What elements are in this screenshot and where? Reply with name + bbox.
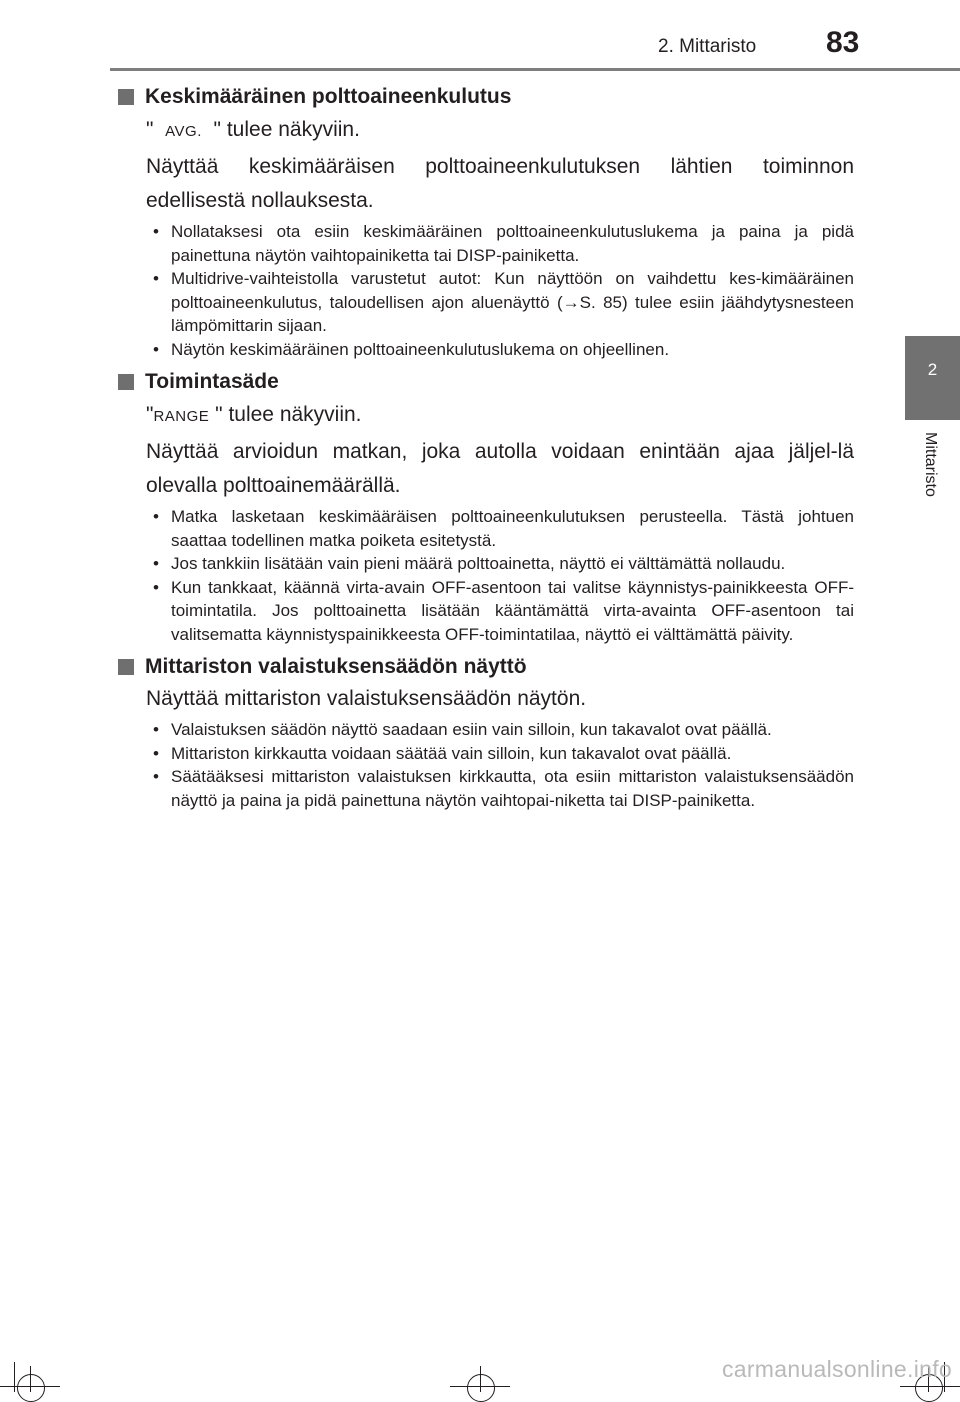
section-heading [118,367,854,397]
page-number: 83 [826,26,860,59]
note-item: • Jos tankkiin lisätään vain pieni määrä polttoainetta, näyttö ei välttämättä nollaudu. [171,552,854,576]
registration-mark-icon [467,1374,495,1402]
crop-mark [480,1366,481,1392]
display-symbol: RANGE [153,408,210,425]
section-description: Näyttää arvioidun matkan, joka autolla voidaan enintään ajaa jäljel-lä olevalla polttoainemäärällä. [146,440,854,497]
registration-mark-icon [17,1374,45,1402]
note-item: • Nollataksesi ota esiin keskimääräinen polttoaineenkulutuslukema ja paina ja pidä painettuna näytön vaihtopainiketta tai DISP-painiketta. [171,220,854,267]
note-item: • Kun tankkaat, käännä virta-avain OFF-asentoon tai valitse käynnistys-painikkeesta OFF-toimintatila. Jos polttoainetta lisätään kääntämättä virta-avainta OFF-asentoon tai valitsematta käynnistyspainikkeesta OFF-toimintatilaa, näyttö ei välttämättä päivity. [171,576,854,647]
display-text-post: " tulee näkyviin. [215,403,362,426]
note-item: • Mittariston kirkkautta voidaan säätää vain silloin, kun takavalot ovat päällä. [171,742,854,766]
quote-open: " [146,118,154,141]
note-item: • Valaistuksen säädön näyttö saadaan esiin vain silloin, kun takavalot ovat päällä. [171,718,854,742]
chapter-tab-label: Mittaristo [922,432,939,497]
note-item: • Säätääksesi mittariston valaistuksen kirkkautta, ota esiin mittariston valaistuksensäädön näyttö ja paina ja pidä painettuna näytön vaihtopai-niketta tai DISP-painiketta. [171,765,854,812]
notes-list [118,220,854,361]
square-bullet-icon [118,374,134,390]
square-bullet-icon [118,659,134,675]
display-symbol: AVG. [165,123,202,140]
notes-list [118,505,854,646]
section-average-consumption [118,82,854,361]
section-range [118,367,854,646]
crop-mark [14,1362,15,1392]
chapter-tab-number: 2 [927,360,938,379]
display-text [146,397,854,435]
section-heading-text: Keskimääräinen polttoaineenkulutus [145,85,512,108]
note-item: • Matka lasketaan keskimääräisen polttoaineenkulutuksen perusteella. Tästä johtuen saattaa todellinen matka poiketa esitetystä. [171,505,854,552]
section-description: Näyttää mittariston valaistuksensäädön näytön. [146,687,587,710]
section-heading-text: Toimintasäde [145,370,279,393]
section-illumination-display [118,652,854,812]
watermark: carmanualsonline.info [721,1356,952,1382]
page-content [118,80,854,818]
crop-mark [30,1366,31,1392]
square-bullet-icon [118,89,134,105]
display-text-post: " tulee näkyviin. [213,118,360,141]
notes-list [118,718,854,812]
note-item: • Multidrive-vaihteistolla varustetut autot: Kun näyttöön on vaihdettu kes-kimääräinen polttoaineenkulutus, taloudellisen ajon aluenäyttö (→S. 85) tulee esiin jäähdytysnesteen lämpömittarin sijaan. [171,267,854,338]
section-heading-text: Mittariston valaistuksensäädön näyttö [145,655,527,678]
chapter-tab [905,336,960,420]
section-description: Näyttää keskimääräisen polttoaineenkulutuksen lähtien toiminnon edellisestä nollauksesta. [146,155,854,212]
header-rule [110,68,960,71]
section-heading [118,82,854,112]
section-heading [118,652,854,682]
chapter-title: 2. Mittaristo [658,36,757,57]
note-item: • Näytön keskimääräinen polttoaineenkulutuslukema on ohjeellinen. [171,338,854,362]
display-text [146,112,854,150]
quote-open: " [146,403,154,426]
